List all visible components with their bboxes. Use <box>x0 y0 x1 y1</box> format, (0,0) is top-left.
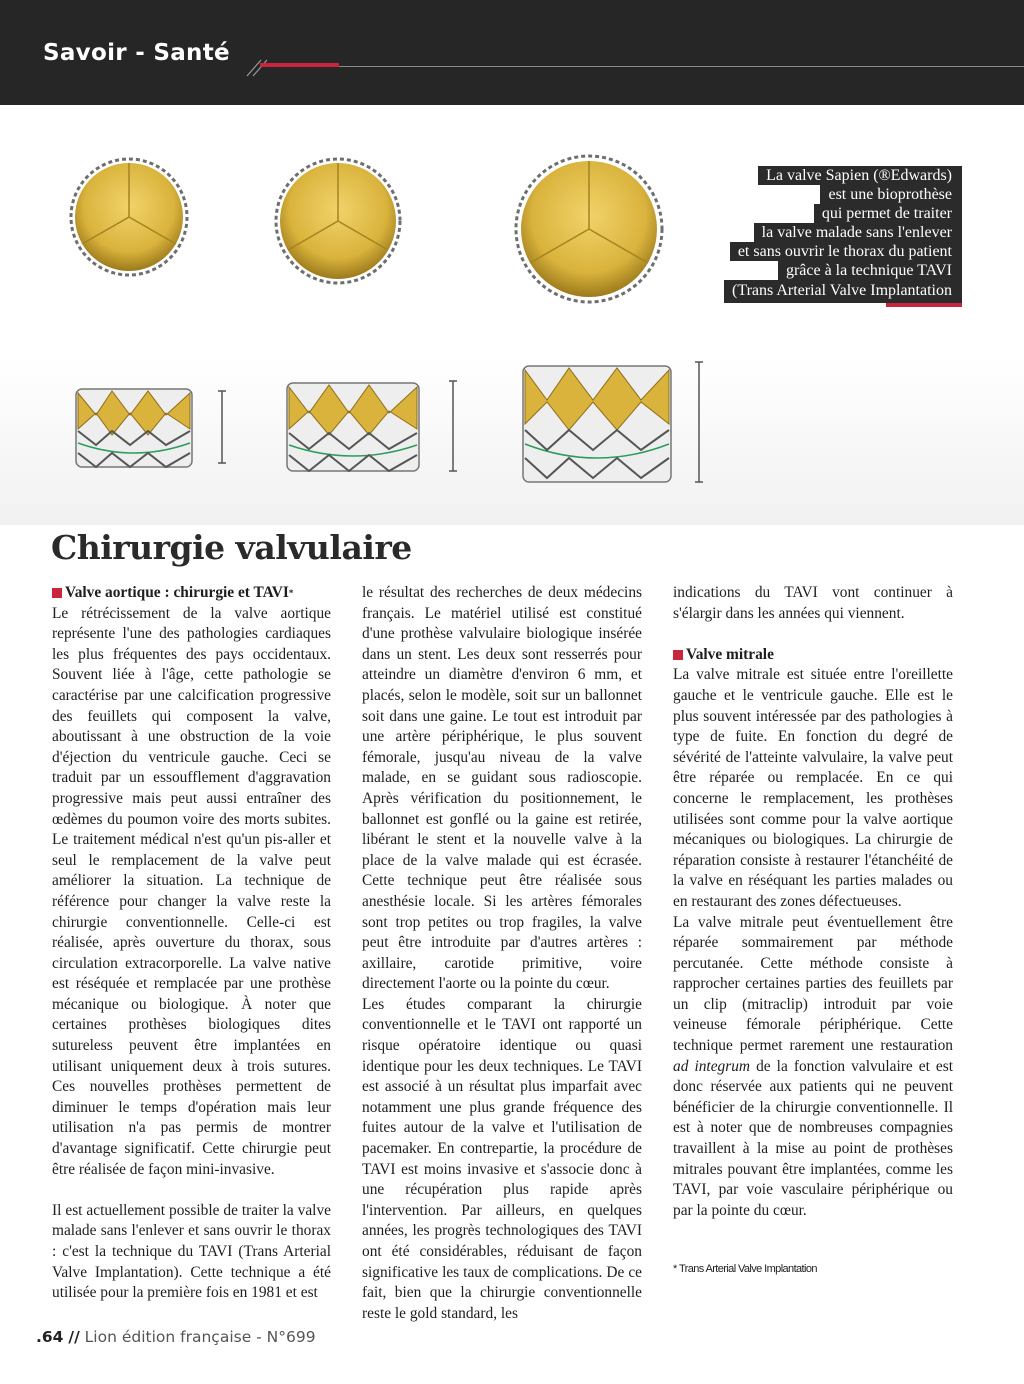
page-number: .64 <box>36 1328 64 1346</box>
italic-term: ad integrum <box>673 1057 751 1075</box>
caption-line: est une bioprothèse <box>820 185 962 204</box>
footnote-marker: * <box>288 588 294 598</box>
header-accent-bar <box>260 63 339 67</box>
section-heading-text: Valve aortique : chirurgie et TAVI <box>65 584 289 601</box>
caption-line: qui permet de traiter <box>814 204 962 223</box>
caption-line: La valve Sapien (®Edwards) <box>758 166 962 185</box>
publication-name: Lion édition française - N°699 <box>84 1328 316 1346</box>
page-header <box>0 0 1024 105</box>
text-run: de la fonction valvulaire et est donc réservée aux patients qui ne peuvent bénéficier de la chirurgie conventionnelle. Il est à noter que de nombreuses compagnies travaillent à la mise au point de prothèses mitrales pouvant être implantées, comme les TAVI, par voie vasculaire périphérique ou par la pointe du cœur. <box>673 1057 954 1219</box>
section-heading-mitral <box>673 645 953 666</box>
article-column-2 <box>362 583 642 1324</box>
valve-top-view-large <box>513 153 665 305</box>
caption-line: la valve malade sans l'enlever <box>754 223 962 242</box>
caption-line: et sans ouvrir le thorax du patient <box>730 242 962 261</box>
paragraph <box>673 913 953 1222</box>
caption-accent-bar <box>886 303 962 307</box>
paragraph: Les études comparant la chirurgie conventionnelle et le TAVI ont rapporté un risque opératoire identique ou quasi identique pour les deux techniques. Le TAVI est associé à un résultat plus imparfait avec notamment une plus grande fréquence des fuites autour de la valve et l'utilisation de pacemaker. En contrepartie, la procédure de TAVI est moins invasive et s'associe donc à une récupération plus rapide après l'intervention. Par ailleurs, en quelques années, les progrès technologiques des TAVI ont été considérables, réduisant de façon significative les taux de complications. De ce fait, bien que la chirurgie conventionnelle reste le gold standard, les <box>362 995 642 1322</box>
header-rule <box>270 66 1024 67</box>
section-heading-text: Valve mitrale <box>686 645 774 663</box>
article-title: Chirurgie valvulaire <box>51 528 412 567</box>
text-run: La valve mitrale peut éventuellement être réparée sommairement par méthode percutanée. Cette méthode consiste à rapprocher certaines parties des feuillets par un clip (mitraclip) introduit par voie veineuse fémorale périphérique. Cette technique permet rarement une restauration <box>673 913 953 1055</box>
footnote: * Trans Arterial Valve Implantation <box>673 1263 817 1275</box>
page-footer <box>36 1328 316 1346</box>
photo-caption <box>724 166 962 307</box>
valve-top-view-medium <box>273 156 403 286</box>
red-square-bullet-icon <box>52 588 62 598</box>
paragraph: La valve mitrale est située entre l'oreillette gauche et le ventricule gauche. Elle est le plus souvent intéressée par des pathologies à type de fuite. En fonction du degré de sévérité de l'atteinte valvulaire, la valve peut être réparée ou remplacée. En ce qui concerne le remplacement, les prothèses utilisées sont comme pour la valve aortique mécaniques ou biologiques. La chirurgie de réparation consiste à restaurer l'étanchéité de la valve en réséquant les parties malades ou en restaurant des zones défectueuses. <box>673 666 953 910</box>
valve-side-view-large <box>519 358 709 488</box>
valve-side-view-small <box>72 379 232 471</box>
paragraph: Il est actuellement possible de traiter la valve malade sans l'enlever et sans ouvrir le thorax : c'est la technique du TAVI (Trans Arterial Valve Implantation). Cette technique a été utilisée pour la première fois en 1981 et est <box>52 1201 331 1302</box>
section-heading-aortic <box>52 583 331 604</box>
article-column-1 <box>52 583 331 1304</box>
paragraph: le résultat des recherches de deux médecins français. Le matériel utilisé est constitué d'une prothèse valvulaire biologique insérée dans un stent. Les deux sont resserrés pour atteindre un diamètre d'environ 6 mm, et placés, selon le modèle, soit sur un ballonnet soit dans une gaine. Le tout est introduit par une artère périphérique, le plus souvent fémorale, jusqu'au niveau de la valve malade, en se guidant sous radioscopie. Après vérification du positionnement, le ballonnet est gonflé ou la gaine est retirée, libérant le stent et la nouvelle valve à la place de la valve malade qui est écrasée. Cette technique peut être réalisée sous anesthésie locale. Si les artères fémorales sont trop petites ou trop fragiles, la valve peut être introduite par d'autres artères : axillaire, carotide primitive, voire directement l'aorte ou la pointe du cœur. <box>362 584 642 993</box>
red-square-bullet-icon <box>673 650 683 660</box>
paragraph: Le rétrécissement de la valve aortique représente l'une des pathologies cardiaques les plus fréquentes des pays occidentaux. Souvent liée à l'âge, cette pathologie se caractérise par une calcification progressive des feuillets qui composent la valve, aboutissant à une obstruction de la voie d'éjection du ventricule gauche. Ceci se traduit par un essoufflement d'aggravation progressive mais peut aussi entraîner des œdèmes du poumon voire des morts subites. Le traitement médical n'est qu'un pis-aller et seul le remplacement de la valve peut améliorer la situation. La technique de référence pour changer la valve reste la chirurgie conventionnelle. Celle-ci est réalisée, après ouverture du thorax, sous circulation extracorporelle. La valve native est réséquée et remplacée par une prothèse mécanique ou biologique. À noter que certaines prothèses biologiques dites sutureless peuvent être implantées en utilisant uniquement deux à trois sutures. Ces nouvelles prothèses permettent de diminuer le temps d'opération mais leur utilisation n'a pas permis de montrer d'avantage significatif. Cette chirurgie peut être réalisée de façon mini-invasive. <box>52 604 331 1178</box>
valve-top-view-small <box>68 156 190 278</box>
valve-side-view-medium <box>283 375 463 475</box>
caption-line: (Trans Arterial Valve Implantation <box>724 280 962 303</box>
section-title: Savoir - Santé <box>43 40 230 66</box>
double-slash-icon <box>244 52 274 82</box>
paragraph: indications du TAVI vont continuer à s'élargir dans les années qui viennent. <box>673 584 953 622</box>
caption-line: grâce à la technique TAVI <box>778 261 962 280</box>
article-column-3 <box>673 583 953 1221</box>
footer-separator: // <box>68 1328 80 1346</box>
